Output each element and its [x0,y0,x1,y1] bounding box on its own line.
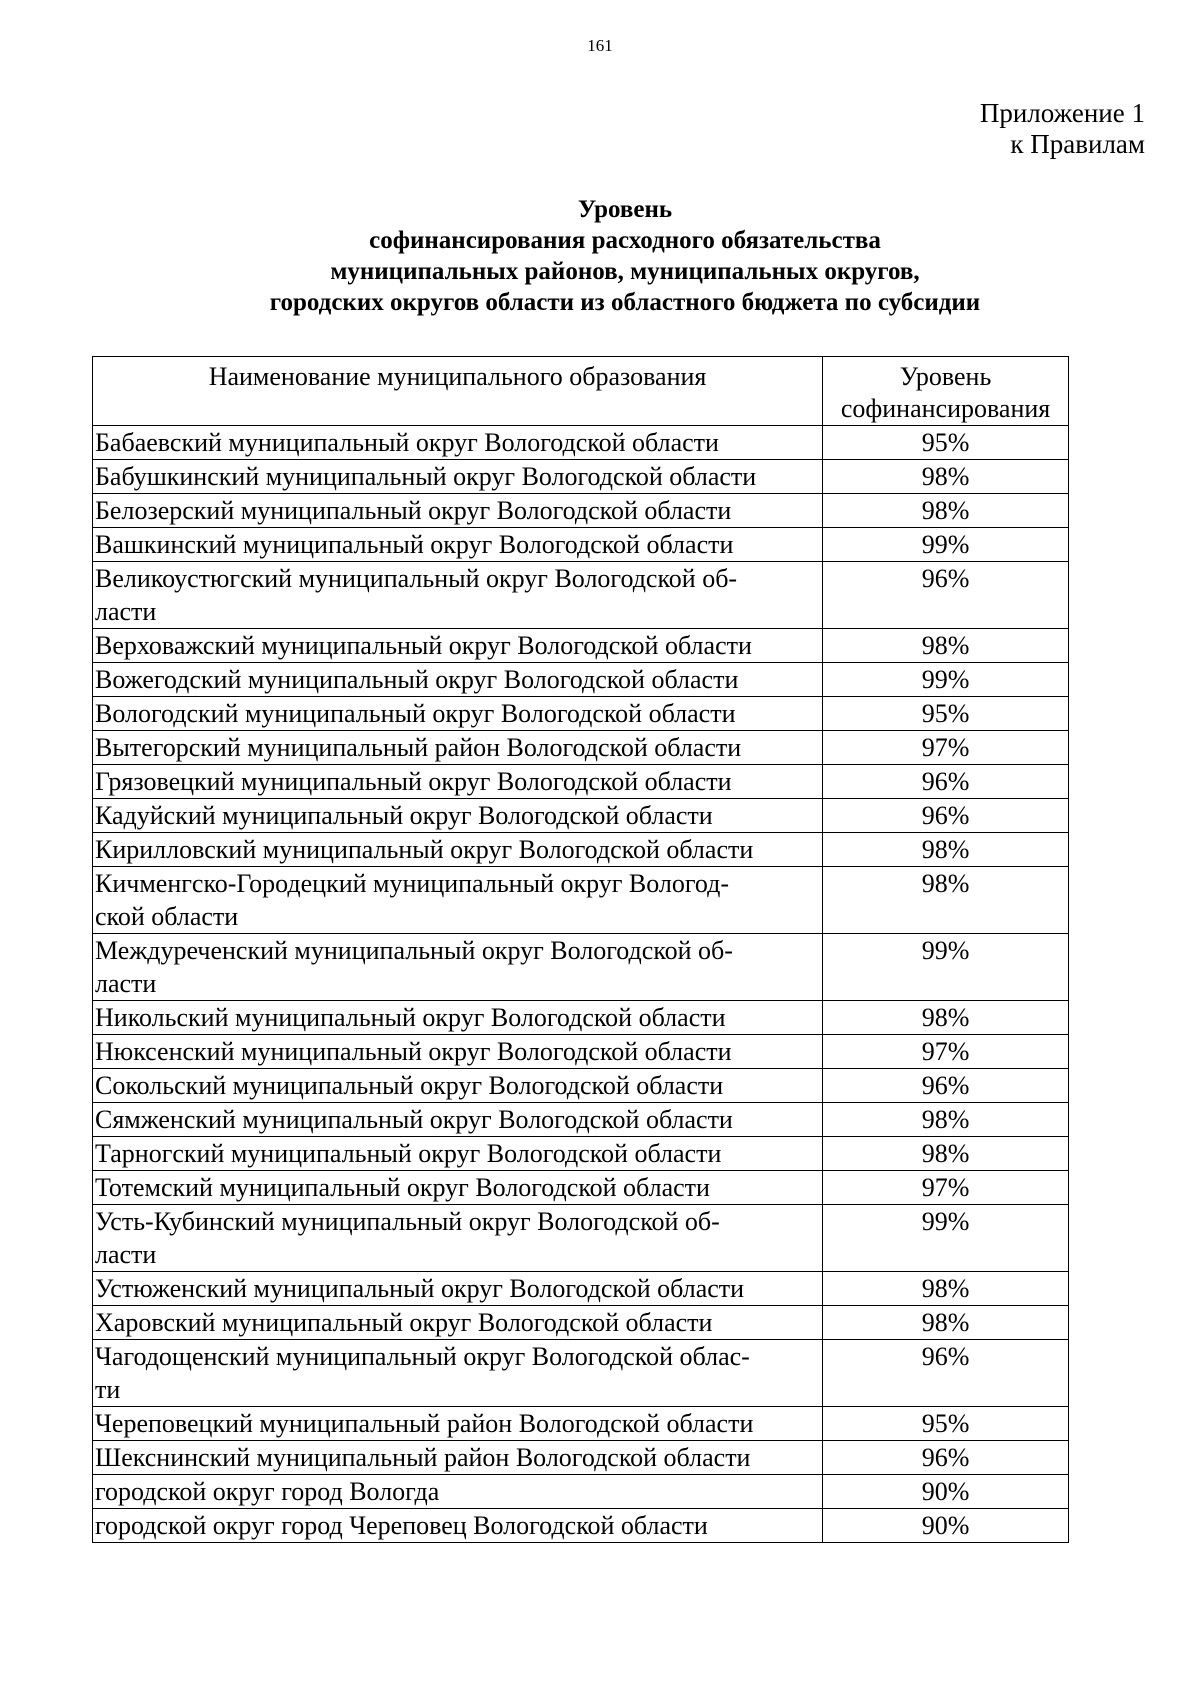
appendix-reference [980,98,1145,160]
municipality-name-cell: Вожегодский муниципальный округ Вологодской области [93,663,823,697]
header-level-line-2: софинансирования [840,394,1051,423]
cofinancing-level-cell: 96% [823,1441,1069,1475]
header-level-line-1: Уровень [899,362,992,391]
municipality-name-cell: Череповецкий муниципальный район Вологодской области [93,1407,823,1441]
cofinancing-level-cell: 99% [823,663,1069,697]
table-row [93,1001,1069,1035]
table-row [93,1475,1069,1509]
municipality-name-cell: Усть-Кубинский муниципальный округ Вологодской об- ласти [93,1205,823,1272]
cofinancing-level-cell: 90% [823,1475,1069,1509]
municipality-name-cell: Верховажский муниципальный округ Вологодской области [93,629,823,663]
table-row [93,1171,1069,1205]
appendix-line-1: Приложение 1 [979,98,1145,128]
cofinancing-level-cell: 95% [823,1407,1069,1441]
title-line-1: Уровень [577,196,673,223]
table-row [93,697,1069,731]
municipality-name-cell: Кадуйский муниципальный округ Вологодской области [93,799,823,833]
table-row [93,562,1069,629]
table-row [93,1205,1069,1272]
table-row [93,426,1069,460]
table-row [93,1035,1069,1069]
cofinancing-level-cell: 99% [823,934,1069,1001]
cofinancing-level-cell: 98% [823,1103,1069,1137]
header-municipality-name: Наименование муниципального образования [93,357,823,426]
cofinancing-level-cell: 98% [823,867,1069,934]
table-body [93,426,1069,1543]
table-row [93,833,1069,867]
table-row [93,1272,1069,1306]
municipality-name-cell: Нюксенский муниципальный округ Вологодской области [93,1035,823,1069]
title-line-4: городских округов области из областного бюджета по субсидии [269,289,981,316]
cofinancing-level-cell: 95% [823,426,1069,460]
cofinancing-level-cell: 95% [823,697,1069,731]
table-row [93,1137,1069,1171]
table-row [93,1306,1069,1340]
municipality-name-cell: Белозерский муниципальный округ Вологодской области [93,494,823,528]
cofinancing-level-cell: 96% [823,562,1069,629]
table-row [93,867,1069,934]
title-line-2: софинансирования расходного обязательства [369,227,881,254]
municipality-name-cell: Тарногский муниципальный округ Вологодской области [93,1137,823,1171]
table-row [93,629,1069,663]
table-row [93,460,1069,494]
table-header-row [93,357,1069,426]
cofinancing-level-cell: 98% [823,833,1069,867]
page-number: 161 [587,36,613,55]
municipality-name-cell: городской округ город Вологда [93,1475,823,1509]
municipality-name-cell: Вологодский муниципальный округ Вологодской области [93,697,823,731]
municipality-name-cell: Устюженский муниципальный округ Вологодской области [93,1272,823,1306]
cofinancing-level-cell: 97% [823,1171,1069,1205]
municipality-name-cell: Грязовецкий муниципальный округ Вологодской области [93,765,823,799]
municipality-name-cell: Вытегорский муниципальный район Вологодской области [93,731,823,765]
cofinancing-level-cell: 97% [823,731,1069,765]
cofinancing-table [92,356,1069,1543]
municipality-name-cell: Сямженский муниципальный округ Вологодской области [93,1103,823,1137]
cofinancing-level-cell: 98% [823,460,1069,494]
municipality-name-cell: Чагодощенский муниципальный округ Вологодской облас- ти [93,1340,823,1407]
table-row [93,731,1069,765]
cofinancing-level-cell: 96% [823,799,1069,833]
table-row [93,1441,1069,1475]
municipality-name-cell: городской округ город Череповец Вологодской области [93,1509,823,1543]
municipality-name-cell: Сокольский муниципальный округ Вологодской области [93,1069,823,1103]
municipality-name-cell: Вашкинский муниципальный округ Вологодской области [93,528,823,562]
cofinancing-level-cell: 98% [823,1137,1069,1171]
cofinancing-level-cell: 98% [823,494,1069,528]
cofinancing-level-cell: 96% [823,765,1069,799]
cofinancing-level-cell: 96% [823,1340,1069,1407]
cofinancing-level-cell: 99% [823,528,1069,562]
cofinancing-level-cell: 98% [823,1272,1069,1306]
municipality-name-cell: Никольский муниципальный округ Вологодской области [93,1001,823,1035]
municipality-name-cell: Харовский муниципальный округ Вологодской области [93,1306,823,1340]
municipality-name-cell: Тотемский муниципальный округ Вологодской области [93,1171,823,1205]
municipality-name-cell: Бабаевский муниципальный округ Вологодской области [93,426,823,460]
table-row [93,799,1069,833]
table-row [93,1069,1069,1103]
table-row [93,494,1069,528]
cofinancing-level-cell: 90% [823,1509,1069,1543]
cofinancing-level-cell: 98% [823,1306,1069,1340]
title-line-3: муниципальных районов, муниципальных округов, [330,258,920,285]
municipality-name-cell: Междуреченский муниципальный округ Вологодской об- ласти [93,934,823,1001]
table-row [93,1103,1069,1137]
table-row [93,663,1069,697]
municipality-name-cell: Великоустюгский муниципальный округ Вологодской об- ласти [93,562,823,629]
table-row [93,765,1069,799]
cofinancing-level-cell: 98% [823,1001,1069,1035]
cofinancing-level-cell: 99% [823,1205,1069,1272]
municipality-name-cell: Бабушкинский муниципальный округ Вологодской области [93,460,823,494]
cofinancing-level-cell: 97% [823,1035,1069,1069]
cofinancing-level-cell: 96% [823,1069,1069,1103]
cofinancing-level-cell: 98% [823,629,1069,663]
table-row [93,934,1069,1001]
document-title [100,194,1150,318]
table-row [93,1509,1069,1543]
appendix-line-2: к Правилам [1010,129,1145,159]
table-row [93,528,1069,562]
municipality-name-cell: Кирилловский муниципальный округ Вологодской области [93,833,823,867]
table-row [93,1340,1069,1407]
table-row [93,1407,1069,1441]
header-cofinancing-level [823,357,1069,426]
municipality-name-cell: Кичменгско-Городецкий муниципальный округ Вологод- ской области [93,867,823,934]
municipality-name-cell: Шекснинский муниципальный район Вологодской области [93,1441,823,1475]
